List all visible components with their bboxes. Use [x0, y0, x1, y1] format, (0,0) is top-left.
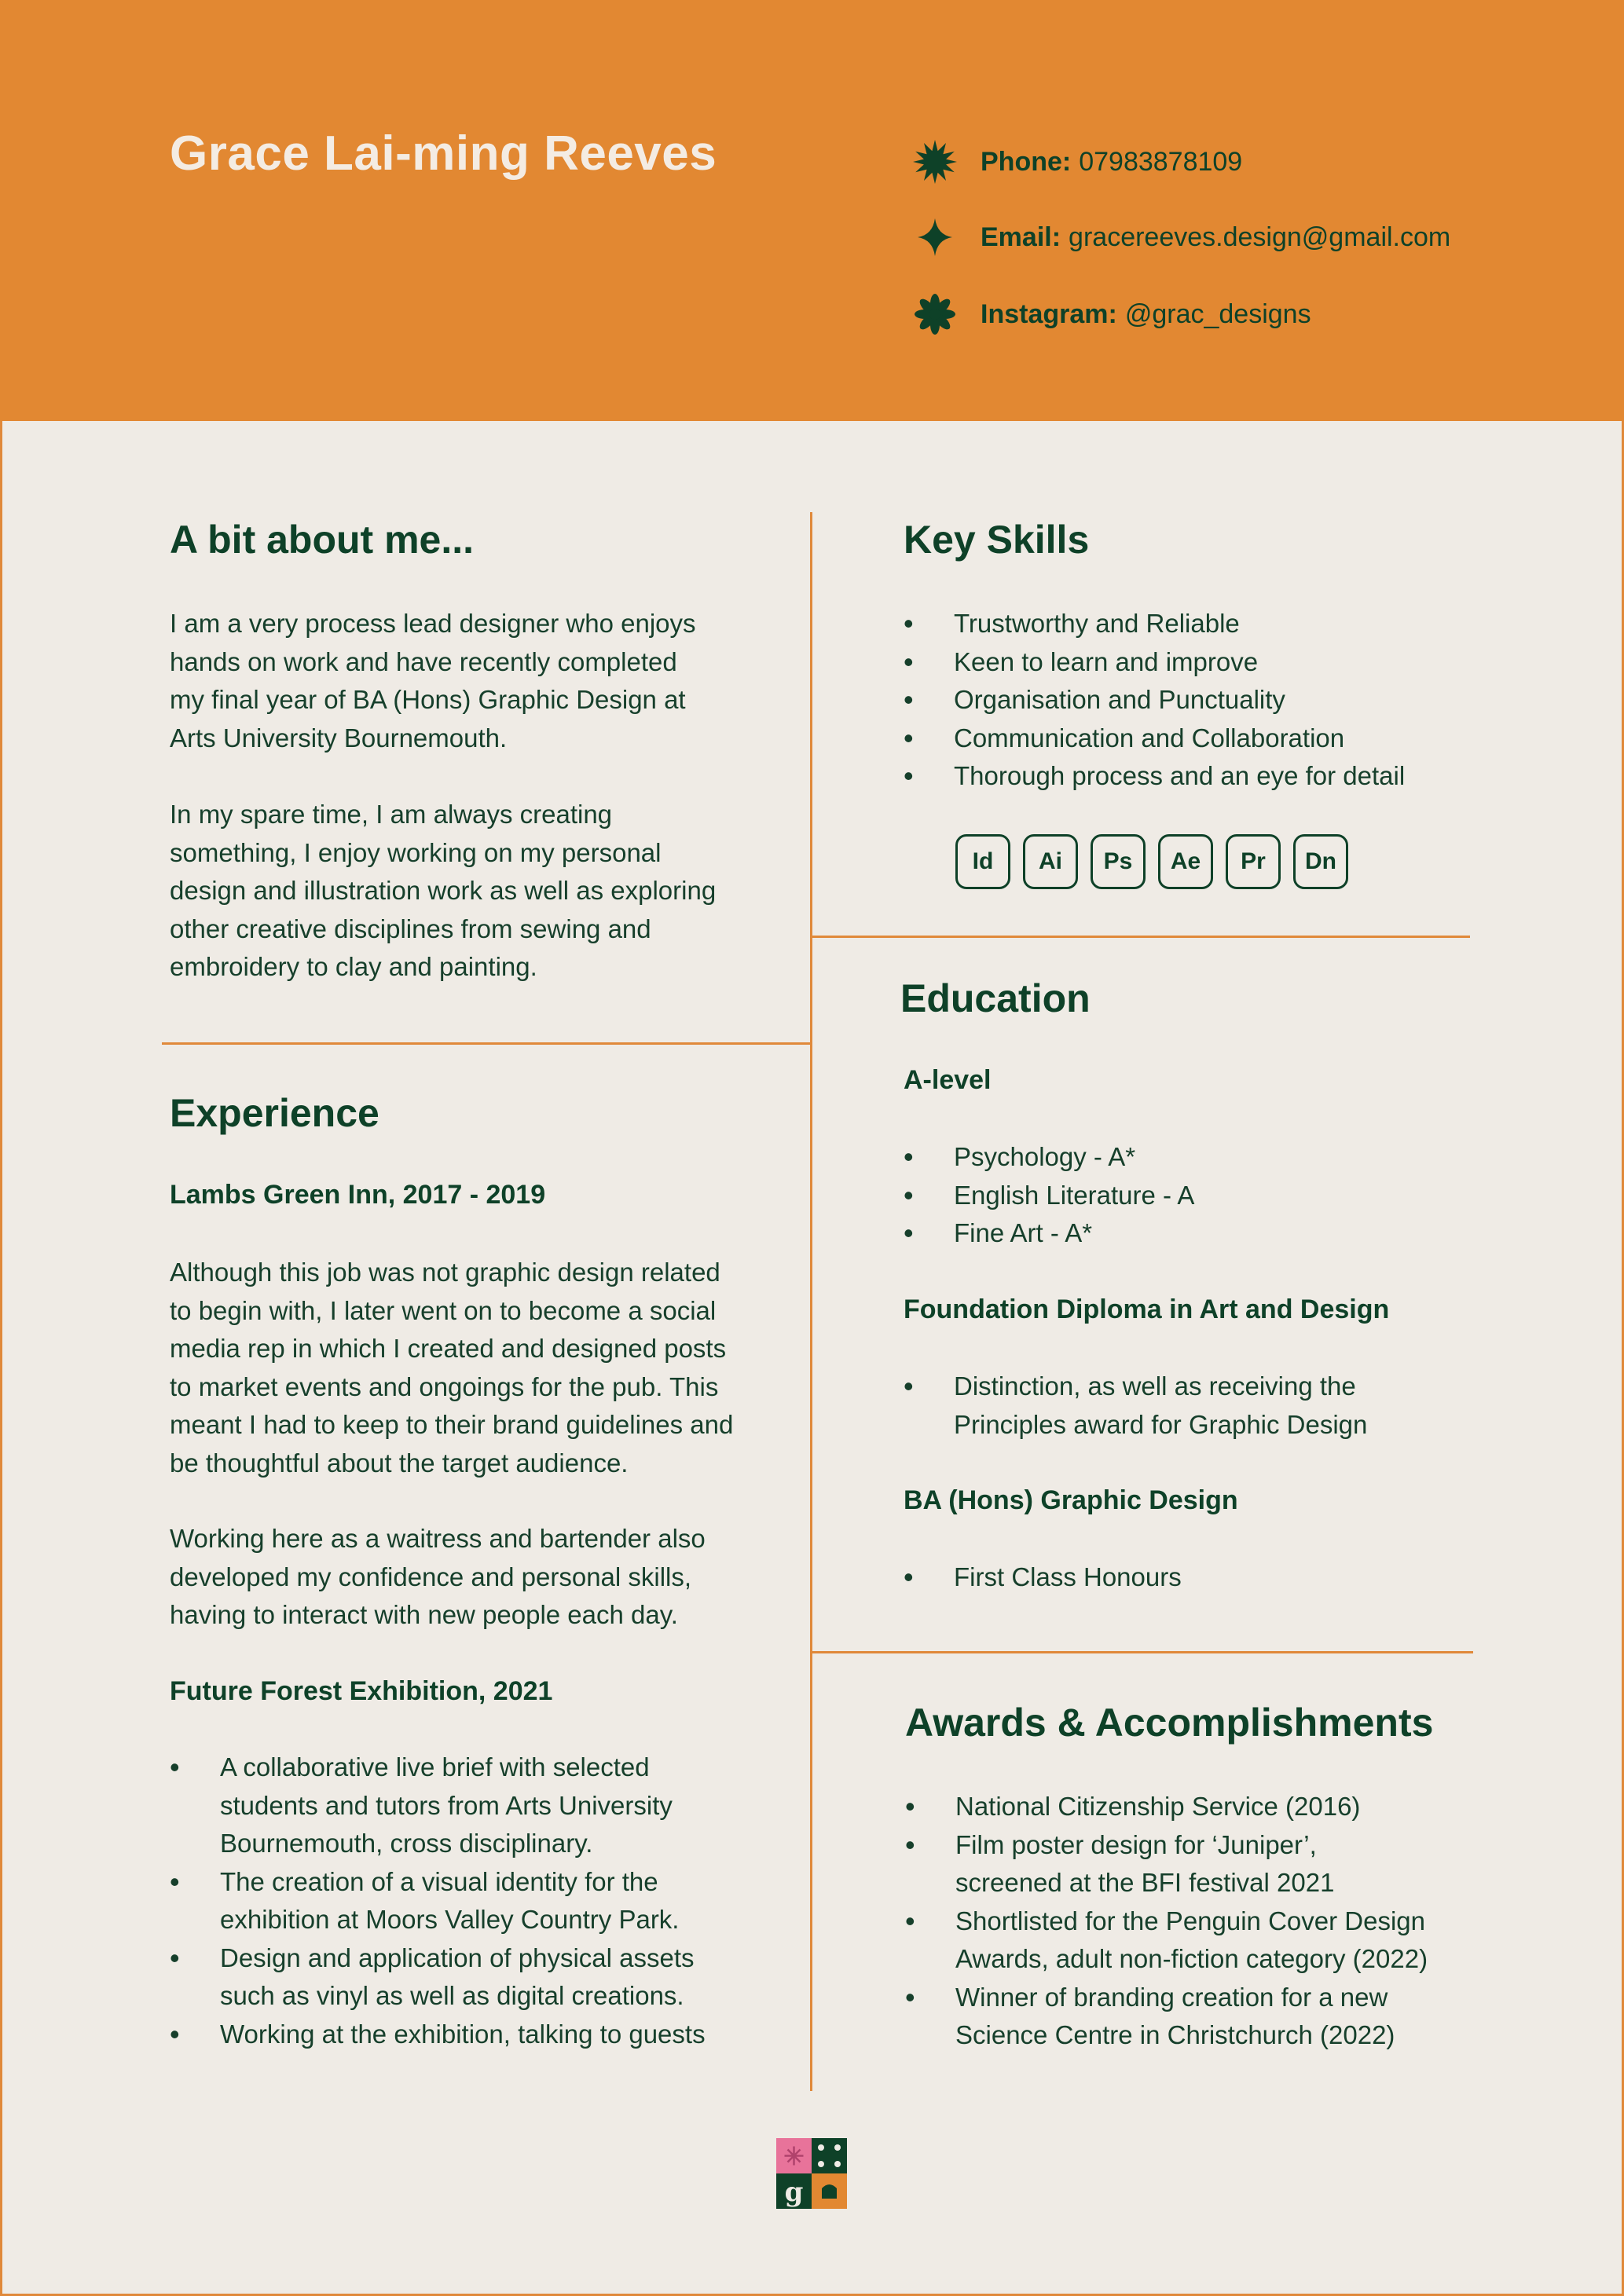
svg-text:g: g [784, 2177, 804, 2208]
software-badge-indesign: Id [955, 834, 1010, 889]
four-point-star-icon [911, 214, 959, 261]
list-item: • Keen to learn and improve [904, 643, 1405, 682]
ba-list [904, 1558, 1182, 1597]
list-item: • A collaborative live brief with selected students and tutors from Arts University Bournemouth, cross disciplinary. [170, 1749, 706, 1863]
about-paragraph-2: In my spare time, I am always creating something, I enjoy working on my personal design and illustration work as well as exploring other creative disciplines from sewing and embroidery to clay and painting. [170, 800, 717, 981]
personal-logo-icon [776, 2138, 847, 2209]
list-item: • The creation of a visual identity for the exhibition at Moors Valley Country Park. [170, 1863, 706, 1939]
education-title: Education [900, 976, 1091, 1020]
list-item: • Psychology - A* [904, 1138, 1194, 1177]
list-item: • Fine Art - A* [904, 1214, 1194, 1253]
contact-label: Instagram: [981, 298, 1117, 329]
contact-instagram [911, 291, 1311, 338]
foundation-list [904, 1368, 1367, 1444]
list-item: • Communication and Collaboration [904, 720, 1405, 758]
skills-title: Key Skills [904, 518, 1090, 562]
section-divider-skills [810, 936, 1470, 938]
list-item: • Film poster design for ‘Juniper’, screened at the BFI festival 2021 [905, 1826, 1428, 1902]
contact-phone [911, 138, 1242, 185]
education-subtitle: A-level [904, 1065, 992, 1095]
job-description: Although this job was not graphic design related to begin with, I later went on to become a social media rep in which I created and designed posts to market events and ongoings for the pub. This meant I had to keep to their brand guidelines and be thoughtful about the target audience. [170, 1258, 734, 1478]
list-item: • Working at the exhibition, talking to guests [170, 2016, 706, 2054]
software-badge-photoshop: Ps [1091, 834, 1146, 889]
list-item: • Shortlisted for the Penguin Cover Design Awards, adult non-fiction category (2022) [905, 1902, 1428, 1979]
flower-icon [911, 291, 959, 338]
candidate-name: Grace Lai-ming Reeves [170, 126, 717, 181]
contact-value[interactable]: gracereeves.design@gmail.com [1069, 222, 1451, 252]
awards-list [905, 1788, 1428, 2055]
alevel-list [904, 1138, 1194, 1253]
list-item: • English Literature - A [904, 1177, 1194, 1215]
section-divider-education [810, 1651, 1473, 1653]
list-item: • Organisation and Punctuality [904, 681, 1405, 720]
section-divider-left [162, 1042, 811, 1045]
contact-label: Phone: [981, 146, 1072, 177]
awards-title: Awards & Accomplishments [905, 1701, 1434, 1745]
starburst-icon [911, 138, 959, 185]
header-band [0, 0, 1624, 421]
skills-list [904, 605, 1405, 796]
software-badge-aftereffects: Ae [1158, 834, 1213, 889]
list-item: • Distinction, as well as receiving the Principles award for Graphic Design [904, 1368, 1367, 1444]
job-title: Future Forest Exhibition, 2021 [170, 1676, 553, 1706]
software-badges [955, 834, 1361, 889]
education-subtitle: BA (Hons) Graphic Design [904, 1485, 1238, 1515]
column-divider [810, 512, 812, 2091]
contact-label: Email: [981, 222, 1061, 252]
list-item: • Design and application of physical assets such as vinyl as well as digital creations. [170, 1939, 706, 2016]
list-item: • Thorough process and an eye for detail [904, 757, 1405, 796]
job-bullets [170, 1749, 706, 2053]
contact-value[interactable]: 07983878109 [1079, 146, 1243, 177]
job-title: Lambs Green Inn, 2017 - 2019 [170, 1180, 546, 1210]
list-item: • National Citizenship Service (2016) [905, 1788, 1428, 1826]
education-subtitle: Foundation Diploma in Art and Design [904, 1294, 1390, 1324]
about-paragraph-1: I am a very process lead designer who enjoys hands on work and have recently completed my final year of BA (Hons) Graphic Design at Arts University Bournemouth. [170, 609, 696, 753]
about-title: A bit about me... [170, 518, 475, 562]
contact-value[interactable]: @grac_designs [1124, 298, 1311, 329]
list-item: • Winner of branding creation for a new Science Centre in Christchurch (2022) [905, 1979, 1428, 2055]
list-item: • First Class Honours [904, 1558, 1182, 1597]
software-badge-dimension: Dn [1293, 834, 1348, 889]
software-badge-illustrator: Ai [1023, 834, 1078, 889]
list-item: • Trustworthy and Reliable [904, 605, 1405, 643]
job-description: Working here as a waitress and bartender also developed my confidence and personal skills, having to interact with new people each day. [170, 1524, 706, 1629]
experience-title: Experience [170, 1091, 379, 1135]
software-badge-premiere: Pr [1226, 834, 1281, 889]
contact-email [911, 214, 1450, 261]
